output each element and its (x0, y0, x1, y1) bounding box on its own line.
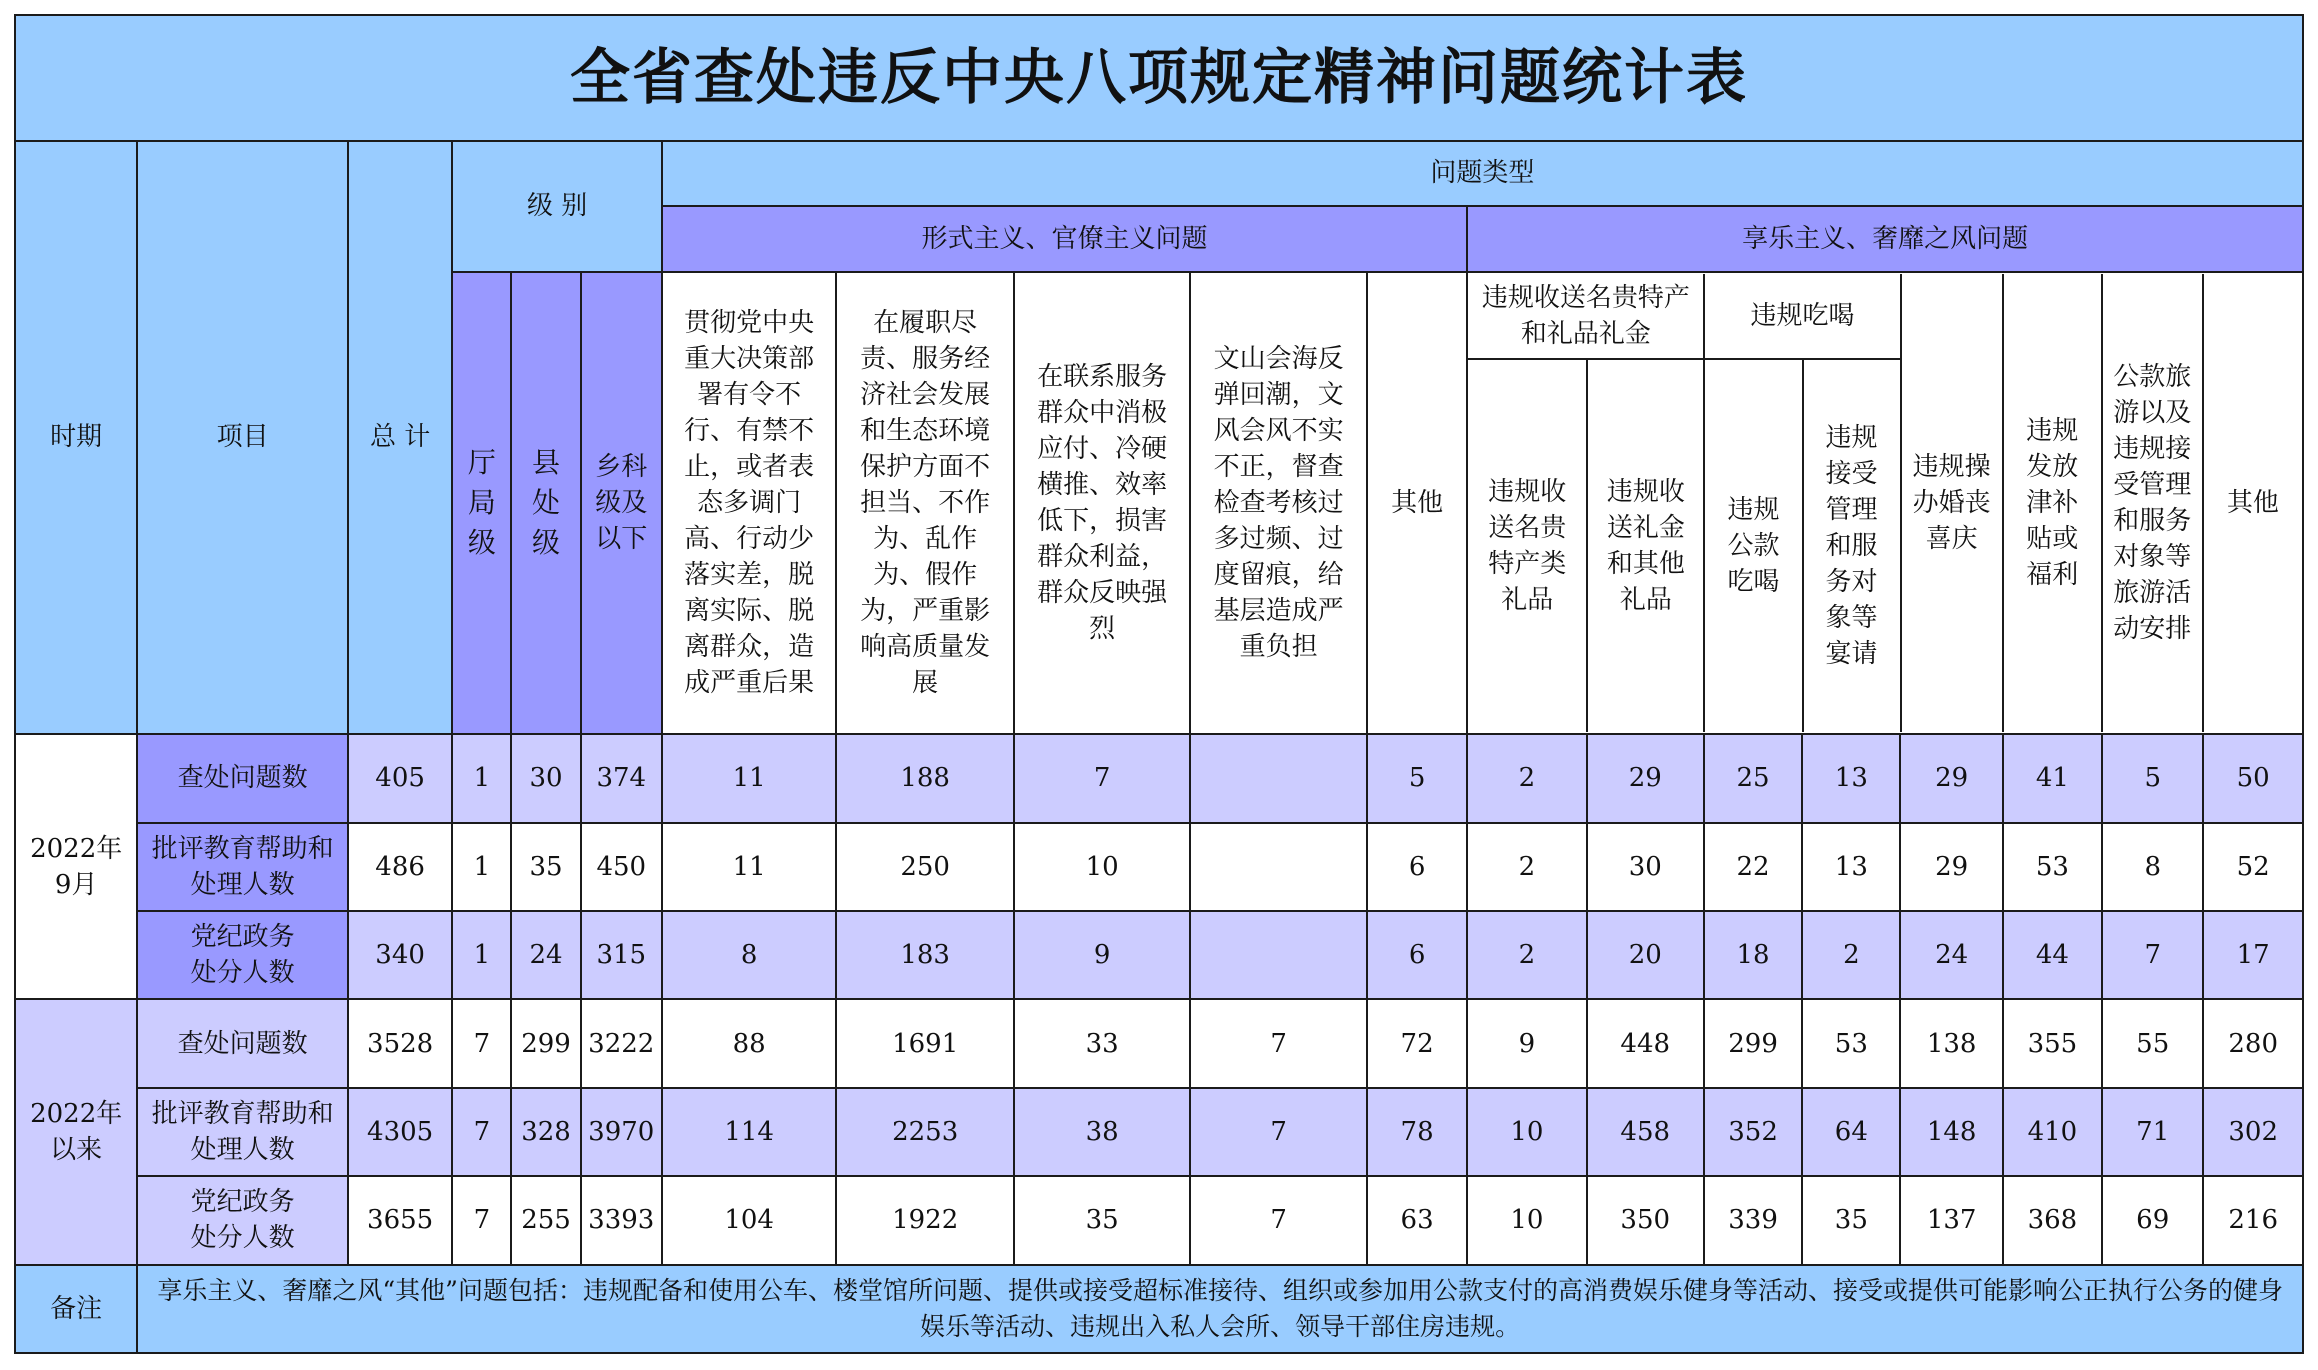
row-label: 批评教育帮助和处理人数 (137, 1088, 348, 1176)
note-label: 备注 (15, 1265, 137, 1353)
cell: 38 (1014, 1088, 1191, 1176)
cell: 374 (581, 734, 662, 822)
header-h-other: 其他 (2203, 274, 2302, 732)
cell: 458 (1587, 1088, 1704, 1176)
header-problem-type: 问题类型 (662, 141, 2303, 206)
cell (1190, 734, 1367, 822)
header-f5: 其他 (1367, 272, 1467, 734)
cell: 10 (1467, 1088, 1586, 1176)
cell: 1 (452, 734, 511, 822)
row-label: 党纪政务处分人数 (137, 911, 348, 999)
header-gift1: 违规收送名贵特产类礼品 (1468, 359, 1587, 732)
header-level: 级 别 (452, 141, 662, 273)
cell: 20 (1587, 911, 1704, 999)
cell: 352 (1704, 1088, 1802, 1176)
header-subsidy: 违规发放津补贴或福利 (2003, 274, 2102, 732)
cell: 2 (1467, 823, 1586, 911)
table-row (15, 1088, 2303, 1176)
cell: 339 (1704, 1176, 1802, 1264)
table-row (15, 823, 2303, 911)
cell: 41 (2003, 734, 2102, 822)
cell: 7 (452, 999, 511, 1087)
header-dine1: 违规公款吃喝 (1704, 359, 1802, 732)
cell: 55 (2102, 999, 2203, 1087)
header-f4: 文山会海反弹回潮，文风会风不实不正，督查检查考核过多过频、过度留痕，给基层造成严重负担 (1190, 272, 1367, 734)
cell: 7 (1190, 1088, 1367, 1176)
cell: 6 (1367, 823, 1467, 911)
cell: 10 (1467, 1176, 1586, 1264)
cell: 44 (2003, 911, 2102, 999)
cell: 183 (836, 911, 1014, 999)
cell: 450 (581, 823, 662, 911)
cell: 71 (2102, 1088, 2203, 1176)
header-f3: 在联系服务群众中消极应付、冷硬横推、效率低下，损害群众利益，群众反映强烈 (1014, 272, 1191, 734)
cell: 114 (662, 1088, 837, 1176)
cell: 7 (452, 1176, 511, 1264)
cell: 368 (2003, 1176, 2102, 1264)
stats-table (14, 14, 2304, 1354)
cell: 255 (511, 1176, 580, 1264)
row-label: 党纪政务处分人数 (137, 1176, 348, 1264)
cell: 69 (2102, 1176, 2203, 1264)
cell: 78 (1367, 1088, 1467, 1176)
cell (1190, 823, 1367, 911)
table-row (15, 734, 2303, 822)
cell: 3528 (348, 999, 452, 1087)
header-period: 时期 (15, 141, 137, 735)
cell: 280 (2203, 999, 2303, 1087)
cell: 104 (662, 1176, 837, 1264)
cell: 8 (2102, 823, 2203, 911)
cell: 63 (1367, 1176, 1467, 1264)
header-level-ting: 厅局级 (452, 272, 511, 734)
cell: 410 (2003, 1088, 2102, 1176)
page-title: 全省查处违反中央八项规定精神问题统计表 (15, 15, 2303, 141)
cell: 188 (836, 734, 1014, 822)
cell: 1 (452, 911, 511, 999)
header-gift-group: 违规收送名贵特产和礼品礼金 (1468, 274, 1704, 359)
cell: 3222 (581, 999, 662, 1087)
cell: 6 (1367, 911, 1467, 999)
cell: 22 (1704, 823, 1802, 911)
cell: 88 (662, 999, 837, 1087)
cell: 64 (1802, 1088, 1900, 1176)
cell: 299 (1704, 999, 1802, 1087)
row-label: 批评教育帮助和处理人数 (137, 823, 348, 911)
header-dine2: 违规接受管理和服务对象等宴请 (1803, 359, 1901, 732)
cell: 299 (511, 999, 580, 1087)
header-total: 总 计 (348, 141, 452, 735)
cell: 340 (348, 911, 452, 999)
cell: 7 (2102, 911, 2203, 999)
cell: 9 (1014, 911, 1191, 999)
header-dine-group: 违规吃喝 (1704, 274, 1900, 359)
row-label: 查处问题数 (137, 734, 348, 822)
cell: 7 (1190, 999, 1367, 1087)
cell: 30 (511, 734, 580, 822)
cell: 52 (2203, 823, 2303, 911)
header-gift2: 违规收送礼金和其他礼品 (1587, 359, 1704, 732)
cell: 138 (1900, 999, 2002, 1087)
header-formalism: 形式主义、官僚主义问题 (662, 206, 1467, 272)
cell: 2 (1467, 911, 1586, 999)
cell: 35 (1014, 1176, 1191, 1264)
period-cell: 2022年以来 (15, 999, 137, 1264)
cell: 10 (1014, 823, 1191, 911)
cell: 72 (1367, 999, 1467, 1087)
header-wedding: 违规操办婚丧喜庆 (1901, 274, 2003, 732)
cell: 486 (348, 823, 452, 911)
cell: 17 (2203, 911, 2303, 999)
cell: 11 (662, 823, 837, 911)
cell: 25 (1704, 734, 1802, 822)
cell: 35 (1802, 1176, 1900, 1264)
cell: 30 (1587, 823, 1704, 911)
cell: 3393 (581, 1176, 662, 1264)
cell: 11 (662, 734, 837, 822)
cell: 29 (1587, 734, 1704, 822)
hedonism-subheaders (1467, 272, 2303, 734)
cell: 29 (1900, 734, 2002, 822)
table-row (15, 999, 2303, 1087)
cell: 2253 (836, 1088, 1014, 1176)
period-cell: 2022年9月 (15, 734, 137, 999)
cell: 2 (1467, 734, 1586, 822)
cell: 8 (662, 911, 837, 999)
header-level-xiang: 乡科级及以下 (581, 272, 662, 734)
cell: 2 (1802, 911, 1900, 999)
table-row (15, 1176, 2303, 1264)
cell: 3970 (581, 1088, 662, 1176)
cell: 448 (1587, 999, 1704, 1087)
cell: 7 (452, 1088, 511, 1176)
cell: 5 (2102, 734, 2203, 822)
cell: 4305 (348, 1088, 452, 1176)
cell: 137 (1900, 1176, 2002, 1264)
cell: 250 (836, 823, 1014, 911)
cell: 5 (1367, 734, 1467, 822)
header-f2: 在履职尽责、服务经济社会发展和生态环境保护方面不担当、不作为、乱作为、假作为，严重影响高质量发展 (836, 272, 1014, 734)
header-hedonism: 享乐主义、奢靡之风问题 (1467, 206, 2303, 272)
cell: 302 (2203, 1088, 2303, 1176)
cell: 315 (581, 911, 662, 999)
header-item: 项目 (137, 141, 348, 735)
cell: 1 (452, 823, 511, 911)
cell: 355 (2003, 999, 2102, 1087)
cell: 35 (511, 823, 580, 911)
cell: 50 (2203, 734, 2303, 822)
cell: 405 (348, 734, 452, 822)
cell: 33 (1014, 999, 1191, 1087)
cell: 148 (1900, 1088, 2002, 1176)
header-level-xian: 县处级 (511, 272, 580, 734)
cell: 24 (511, 911, 580, 999)
cell: 216 (2203, 1176, 2303, 1264)
cell: 1922 (836, 1176, 1014, 1264)
cell: 7 (1014, 734, 1191, 822)
cell: 13 (1802, 734, 1900, 822)
cell: 29 (1900, 823, 2002, 911)
cell: 13 (1802, 823, 1900, 911)
cell: 350 (1587, 1176, 1704, 1264)
note-text: 享乐主义、奢靡之风“其他”问题包括：违规配备和使用公车、楼堂馆所问题、提供或接受超标准接待、组织或参加用公款支付的高消费娱乐健身等活动、接受或提供可能影响公正执行公务的健身娱乐等活动、违规出入私人会所、领导干部住房违规。 (137, 1265, 2303, 1353)
cell: 53 (2003, 823, 2102, 911)
cell: 24 (1900, 911, 2002, 999)
cell: 53 (1802, 999, 1900, 1087)
table-row (15, 911, 2303, 999)
row-label: 查处问题数 (137, 999, 348, 1087)
header-travel: 公款旅游以及违规接受管理和服务对象等旅游活动安排 (2102, 274, 2203, 732)
cell (1190, 911, 1367, 999)
cell: 18 (1704, 911, 1802, 999)
cell: 9 (1467, 999, 1586, 1087)
header-f1: 贯彻党中央重大决策部署有令不行、有禁不止，或者表态多调门高、行动少落实差，脱离实际、脱离群众，造成严重后果 (662, 272, 837, 734)
cell: 1691 (836, 999, 1014, 1087)
cell: 3655 (348, 1176, 452, 1264)
cell: 328 (511, 1088, 580, 1176)
cell: 7 (1190, 1176, 1367, 1264)
